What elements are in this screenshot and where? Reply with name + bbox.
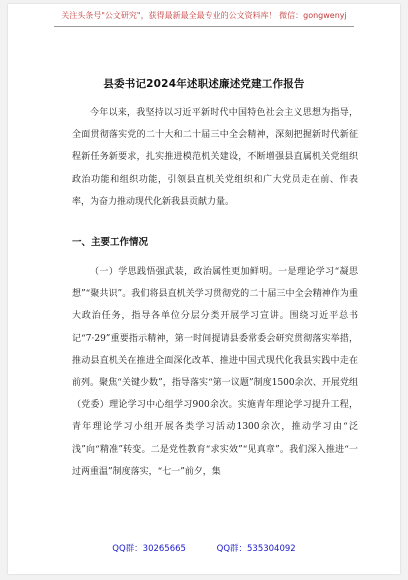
qq-group-2: QQ群：535304092 (216, 544, 296, 554)
intro-paragraph-block (72, 102, 358, 213)
document-title: 县委书记2024年述职述廉述党建工作报告 (103, 78, 305, 90)
promo-banner: 关注头条号"公文研究"，获得最新最全最专业的公文资料库！ 微信：gongwenyj (61, 11, 347, 20)
section-heading: 一、主要工作情况 (72, 237, 149, 248)
header-divider (54, 26, 354, 27)
section-paragraph-block (72, 261, 358, 483)
document-page (8, 4, 400, 574)
intro-paragraph: 今年以来，我坚持以习近平新时代中国特色社会主义思想为指导，全面贯彻落实党的二十大和二十届三中全会精神，深刻把握新时代新征程新任务新要求，扎实推进模范机关建设，不断增强县直属机关党组织政治功能和组织功能，引领县直机关党组织和广大党员走在前、作表率，为奋力推动现代化新我县贡献力量。 (72, 108, 358, 207)
qq-group-1: QQ群：30265665 (112, 544, 186, 554)
section-paragraph: （一）学思践悟强武装，政治属性更加鲜明。一是理论学习“凝思想”“聚共识”。我们将县直机关学习贯彻党的二十届三中全会精神作为重大政治任务，指导各单位分层分类开展学习宣讲。围绕习近平总书记“7·29”重要指示精神，第一时间提请县委常委会研究贯彻落实举措，推动县直机关在推进全面深化改革、推进中国式现代化我县实践中走在前列。聚焦“关键少数”，指导落实“第一议题”制度1500余次、开展党组（党委）理论学习中心组学习900余次。实施青年理论学习提升工程，青年理论学习小组开展各类学习活动1300余次，推动学习由“泛浅”向“精准”转变。二是党性教育“求实效”“见真章”。我们深入推进“一过两重温”制度落实，“七一”前夕，集 (72, 267, 358, 477)
footer-contact (8, 542, 400, 554)
